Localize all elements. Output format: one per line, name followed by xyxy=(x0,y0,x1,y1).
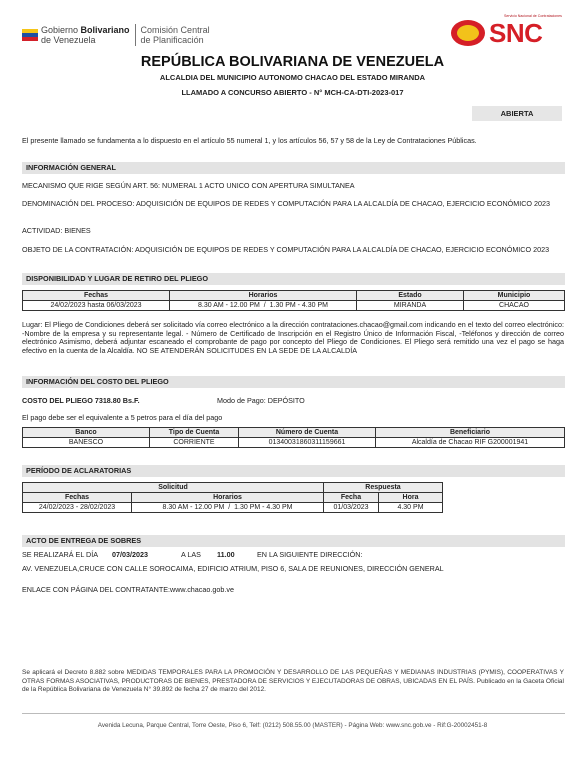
table-row xyxy=(23,503,443,513)
status-badge: ABIERTA xyxy=(472,106,562,121)
horario-pm: 1.30 PM - 4.30 PM xyxy=(269,302,328,309)
col-tipo: Tipo de Cuenta xyxy=(150,428,239,438)
government-logo xyxy=(22,24,210,46)
cell-fecha: 01/03/2023 xyxy=(324,503,379,513)
page-title: REPÚBLICA BOLIVARIANA DE VENEZUELA xyxy=(140,54,445,70)
col-municipio: Municipio xyxy=(464,291,565,301)
cell-fechas: 24/02/2023 hasta 06/03/2023 xyxy=(23,301,170,311)
cell-banco: BANESCO xyxy=(23,438,150,448)
objeto-text: OBJETO DE LA CONTRATACIÓN: ADQUISICIÓN DE EQUIPOS DE REDES Y COMPUTACIÓN PARA LA ALCALDÍA DE CHACAO, EJERCICIO ECONÓMICO 2023 xyxy=(22,245,550,254)
venezuela-flag-icon xyxy=(22,29,38,41)
cell-fechas: 24/02/2023 - 28/02/2023 xyxy=(23,503,132,513)
col-banco: Banco xyxy=(23,428,150,438)
horario-pm: 1.30 PM - 4.30 PM xyxy=(234,504,293,511)
header xyxy=(22,14,567,56)
aclaratorias-table xyxy=(22,482,443,513)
snc-logo xyxy=(447,14,567,54)
table-row xyxy=(23,301,565,311)
org-line1: Comisión Central xyxy=(140,25,210,35)
entrega-heading: ACTO DE ENTREGA DE SOBRES xyxy=(22,535,565,547)
costo-text: COSTO DEL PLIEGO 7318.80 Bs.F. xyxy=(22,396,140,405)
disponibilidad-heading: DISPONIBILIDAD Y LUGAR DE RETIRO DEL PLIEGO xyxy=(22,273,565,285)
col-horarios: Horarios xyxy=(132,493,324,503)
cell-horarios xyxy=(170,301,357,311)
col-solicitud: Solicitud xyxy=(23,483,324,493)
snc-logo-text: SNC xyxy=(489,18,543,48)
direccion-text: AV. VENEZUELA,CRUCE CON CALLE SOROCAIMA, EDIFICIO ATRIUM, PISO 6, SALA DE REUNIONES, DIRECCIÓN GENERAL xyxy=(22,564,444,573)
decreto-note: Se aplicará el Decreto 8.882 sobre MEDIDAS TEMPORALES PARA LA PROMOCIÓN Y DESARROLLO DE LAS PEQUEÑAS Y MEDIANAS INDUSTRIAS (PYMIS), COOPERATIVAS Y OTRAS FORMAS ASOCIATIVAS, PRODUCTORAS DE BIENES, PRESTADORA DE SERVICIOS Y EJECUTADORAS DE OBRAS, UBICADAS EN EL PAÍS. Publicado en la Gaceta Oficial de la República Bolivariana de Venezuela N° 39.892 de fecha 27 de marzo del 2012. xyxy=(22,669,564,693)
col-hora: Hora xyxy=(379,493,443,503)
gov-line2: de Venezuela xyxy=(41,35,96,45)
call-title: LLAMADO A CONCURSO ABIERTO - N° MCH-CA-DTI-2023-017 xyxy=(181,88,404,97)
table-header-row xyxy=(23,291,565,301)
org-line2: de Planificación xyxy=(140,35,204,45)
enlace-text: ENLACE CON PÁGINA DEL CONTRATANTE:www.chacao.gob.ve xyxy=(22,585,234,594)
costo-heading: INFORMACIÓN DEL COSTO DEL PLIEGO xyxy=(22,376,565,388)
denominacion-text: DENOMINACIÓN DEL PROCESO: ADQUISICIÓN DE EQUIPOS DE REDES Y COMPUTACIÓN PARA LA ALCALDÍA DE CHACAO, EJERCICIO ECONÓMICO 2023 xyxy=(22,199,550,208)
intro-text: El presente llamado se fundamenta a lo dispuesto en el artículo 55 numeral 1, y los artículos 56, 57 y 58 de la Ley de Contrataciones Públicas. xyxy=(22,136,477,145)
modo-pago-text: Modo de Pago: DEPÓSITO xyxy=(217,396,305,405)
col-fecha: Fecha xyxy=(324,493,379,503)
actividad-text: ACTIVIDAD: BIENES xyxy=(22,226,91,235)
col-respuesta: Respuesta xyxy=(324,483,443,493)
footer-text: Avenida Lecuna, Parque Central, Torre Oeste, Piso 6, Telf: (0212) 508.55.00 (MASTER) - Página Web: www.snc.gob.ve - Rif:G-20002451-8 xyxy=(97,722,488,729)
footer-divider xyxy=(22,713,565,714)
horario-sep: / xyxy=(263,302,266,309)
horario-sep: / xyxy=(228,504,231,511)
cell-numero: 01340031860311159661 xyxy=(239,438,376,448)
cell-horarios xyxy=(132,503,324,513)
aclaratorias-heading: PERÍODO DE ACLARATORIAS xyxy=(22,465,565,477)
header-divider xyxy=(135,24,136,46)
col-estado: Estado xyxy=(357,291,464,301)
snc-seal-icon xyxy=(451,20,485,46)
snc-small-text: Servicio Nacional de Contrataciones xyxy=(504,14,562,18)
col-horarios: Horarios xyxy=(170,291,357,301)
col-numero: Número de Cuenta xyxy=(239,428,376,438)
table-header-row xyxy=(23,493,443,503)
table-row xyxy=(23,438,565,448)
pago-nota-text: El pago debe ser el equivalente a 5 petros para el día del pago xyxy=(22,413,223,422)
cell-estado: MIRANDA xyxy=(357,301,464,311)
disponibilidad-table xyxy=(22,290,565,311)
gov-line1-b: Bolivariano xyxy=(80,25,130,35)
entrega-hora: 11.00 xyxy=(217,550,235,559)
lugar-text: Lugar: El Pliego de Condiciones deberá ser solicitado vía correo electrónico a la dirección contrataciones.chacao@gmail.com indicando en el texto del correo electrónico: -Nombre de la empresa y su representante legal. - Número de Certificado de Inscripción en el Registro Único de Información Fiscal, -Teléfonos y dirección de correo electrónico Asimismo, deberá adjuntar escaneado el comprobante de pago por concepto del Pliego de Condiciones. El Pliego será remitido una vez el pago se haga efectivo en la cuenta de la Alcaldía. NO SE ATENDERÁN SOLICITUDES EN LA SEDE DE LA ALCALDÍA xyxy=(22,320,564,355)
banco-table xyxy=(22,427,565,448)
a-las-label: A LAS xyxy=(181,550,201,559)
table-header-row xyxy=(23,428,565,438)
cell-hora: 4.30 PM xyxy=(379,503,443,513)
organization-name xyxy=(141,25,210,45)
col-fechas: Fechas xyxy=(23,493,132,503)
general-info-heading: INFORMACIÓN GENERAL xyxy=(22,162,565,174)
cell-municipio: CHACAO xyxy=(464,301,565,311)
page-subtitle: ALCALDIA DEL MUNICIPIO AUTONOMO CHACAO DEL ESTADO MIRANDA xyxy=(159,73,426,82)
cell-tipo: CORRIENTE xyxy=(150,438,239,448)
entrega-dia: 07/03/2023 xyxy=(112,550,148,559)
col-fechas: Fechas xyxy=(23,291,170,301)
table-group-row xyxy=(23,483,443,493)
mecanismo-text: MECANISMO QUE RIGE SEGÚN ART. 56: NUMERAL 1 ACTO UNICO CON APERTURA SIMULTANEA xyxy=(22,181,355,190)
direccion-label: EN LA SIGUIENTE DIRECCIÓN: xyxy=(257,550,363,559)
cell-beneficiario: Alcaldía de Chacao RIF G200001941 xyxy=(376,438,565,448)
col-beneficiario: Beneficiario xyxy=(376,428,565,438)
horario-am: 8.30 AM - 12.00 PM xyxy=(198,302,260,309)
horario-am: 8.30 AM - 12.00 PM xyxy=(162,504,225,511)
gov-line1-a: Gobierno xyxy=(41,25,81,35)
government-name xyxy=(41,25,130,45)
se-realizara-label: SE REALIZARÁ EL DÍA xyxy=(22,550,99,559)
